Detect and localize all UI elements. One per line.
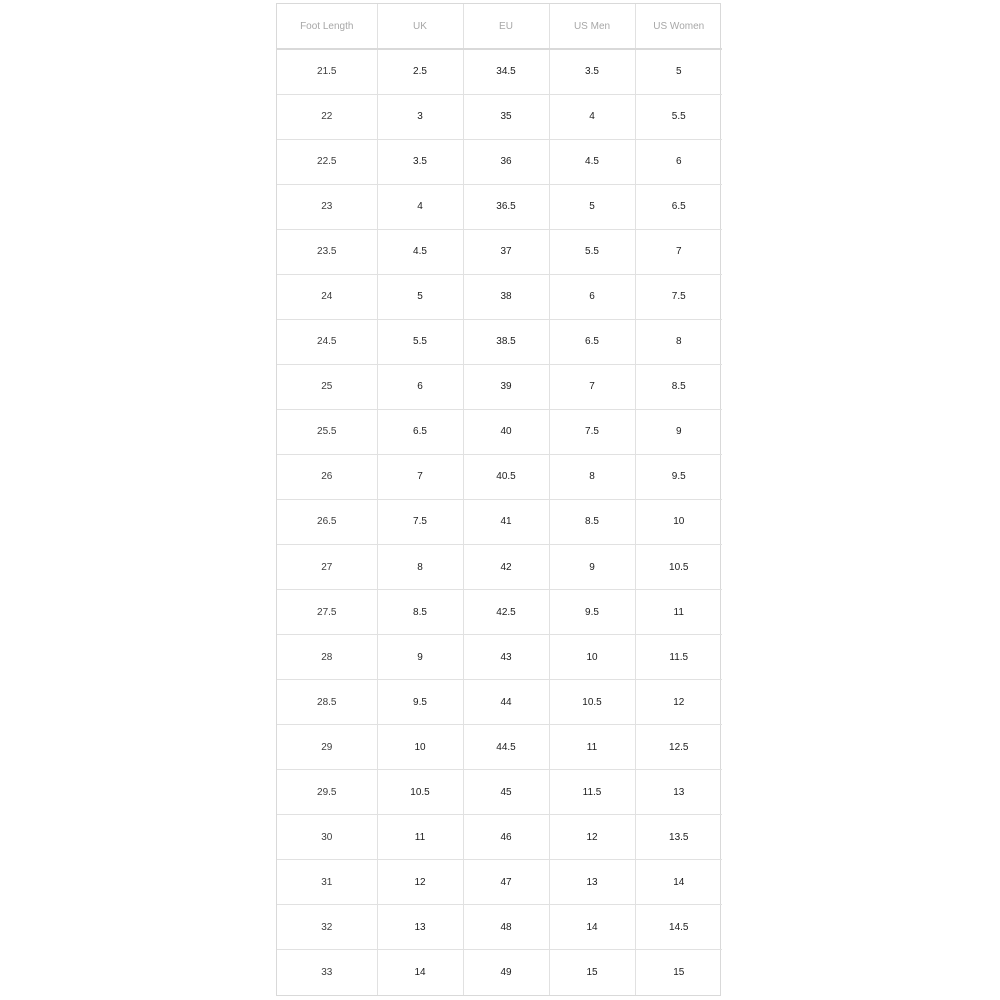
us-women-cell: 13 <box>635 770 722 815</box>
us-women-cell: 7.5 <box>635 274 722 319</box>
eu-cell: 44 <box>463 680 549 725</box>
uk-cell: 7 <box>377 454 463 499</box>
eu-cell: 40 <box>463 409 549 454</box>
table-row <box>277 950 722 995</box>
header-foot-length: Foot Length <box>277 4 377 49</box>
eu-cell: 46 <box>463 815 549 860</box>
header-us-men: US Men <box>549 4 635 49</box>
table-row <box>277 94 722 139</box>
us-women-cell: 7 <box>635 229 722 274</box>
us-women-cell: 5.5 <box>635 94 722 139</box>
foot-length-cell: 24.5 <box>277 319 377 364</box>
us-women-cell: 14.5 <box>635 905 722 950</box>
foot-length-cell: 21.5 <box>277 49 377 94</box>
header-row <box>277 4 722 49</box>
us-men-cell: 9 <box>549 545 635 590</box>
table-row <box>277 184 722 229</box>
us-men-cell: 5.5 <box>549 229 635 274</box>
eu-cell: 39 <box>463 364 549 409</box>
foot-length-cell: 27.5 <box>277 590 377 635</box>
eu-cell: 49 <box>463 950 549 995</box>
eu-cell: 42.5 <box>463 590 549 635</box>
table-row <box>277 499 722 544</box>
header-us-women: US Women <box>635 4 722 49</box>
us-women-cell: 6.5 <box>635 184 722 229</box>
uk-cell: 14 <box>377 950 463 995</box>
uk-cell: 11 <box>377 815 463 860</box>
us-men-cell: 4 <box>549 94 635 139</box>
foot-length-cell: 29 <box>277 725 377 770</box>
us-women-cell: 13.5 <box>635 815 722 860</box>
foot-length-cell: 32 <box>277 905 377 950</box>
us-men-cell: 14 <box>549 905 635 950</box>
uk-cell: 10.5 <box>377 770 463 815</box>
us-men-cell: 13 <box>549 860 635 905</box>
us-men-cell: 10.5 <box>549 680 635 725</box>
uk-cell: 7.5 <box>377 499 463 544</box>
table-row <box>277 635 722 680</box>
table-row <box>277 49 722 94</box>
uk-cell: 2.5 <box>377 49 463 94</box>
eu-cell: 36.5 <box>463 184 549 229</box>
table-row <box>277 364 722 409</box>
us-women-cell: 9.5 <box>635 454 722 499</box>
foot-length-cell: 27 <box>277 545 377 590</box>
foot-length-cell: 26 <box>277 454 377 499</box>
eu-cell: 47 <box>463 860 549 905</box>
table-row <box>277 860 722 905</box>
eu-cell: 38.5 <box>463 319 549 364</box>
uk-cell: 12 <box>377 860 463 905</box>
eu-cell: 34.5 <box>463 49 549 94</box>
foot-length-cell: 23 <box>277 184 377 229</box>
us-men-cell: 5 <box>549 184 635 229</box>
eu-cell: 48 <box>463 905 549 950</box>
eu-cell: 43 <box>463 635 549 680</box>
us-women-cell: 9 <box>635 409 722 454</box>
us-men-cell: 9.5 <box>549 590 635 635</box>
table-row <box>277 139 722 184</box>
eu-cell: 44.5 <box>463 725 549 770</box>
us-men-cell: 3.5 <box>549 49 635 94</box>
foot-length-cell: 25 <box>277 364 377 409</box>
uk-cell: 6 <box>377 364 463 409</box>
us-men-cell: 6.5 <box>549 319 635 364</box>
uk-cell: 10 <box>377 725 463 770</box>
foot-length-cell: 33 <box>277 950 377 995</box>
us-men-cell: 7 <box>549 364 635 409</box>
eu-cell: 35 <box>463 94 549 139</box>
eu-cell: 37 <box>463 229 549 274</box>
eu-cell: 41 <box>463 499 549 544</box>
foot-length-cell: 22.5 <box>277 139 377 184</box>
us-men-cell: 7.5 <box>549 409 635 454</box>
table-row <box>277 409 722 454</box>
foot-length-cell: 26.5 <box>277 499 377 544</box>
us-men-cell: 8.5 <box>549 499 635 544</box>
uk-cell: 4.5 <box>377 229 463 274</box>
size-chart-body <box>277 49 722 995</box>
eu-cell: 38 <box>463 274 549 319</box>
size-chart <box>276 3 721 996</box>
uk-cell: 4 <box>377 184 463 229</box>
uk-cell: 3 <box>377 94 463 139</box>
table-row <box>277 680 722 725</box>
table-row <box>277 905 722 950</box>
table-row <box>277 770 722 815</box>
us-women-cell: 14 <box>635 860 722 905</box>
us-women-cell: 8.5 <box>635 364 722 409</box>
size-chart-table <box>277 4 722 995</box>
foot-length-cell: 29.5 <box>277 770 377 815</box>
uk-cell: 8.5 <box>377 590 463 635</box>
foot-length-cell: 28 <box>277 635 377 680</box>
table-row <box>277 590 722 635</box>
us-women-cell: 15 <box>673 967 685 979</box>
us-men-cell: 11 <box>549 725 635 770</box>
us-men-cell: 10 <box>549 635 635 680</box>
header-uk: UK <box>377 4 463 49</box>
table-row <box>277 454 722 499</box>
us-men-cell: 12 <box>549 815 635 860</box>
foot-length-cell: 30 <box>277 815 377 860</box>
eu-cell: 45 <box>463 770 549 815</box>
us-women-cell: 6 <box>635 139 722 184</box>
us-women-cell: 11.5 <box>635 635 722 680</box>
uk-cell: 5.5 <box>377 319 463 364</box>
us-men-cell: 11.5 <box>549 770 635 815</box>
table-row <box>277 815 722 860</box>
us-women-cell: 10 <box>635 499 722 544</box>
eu-cell: 42 <box>463 545 549 590</box>
table-row <box>277 274 722 319</box>
table-row <box>277 725 722 770</box>
table-row <box>277 545 722 590</box>
size-chart-header <box>277 4 722 49</box>
table-row <box>277 319 722 364</box>
foot-length-cell: 28.5 <box>277 680 377 725</box>
uk-cell: 5 <box>377 274 463 319</box>
uk-cell: 8 <box>377 545 463 590</box>
uk-cell: 9.5 <box>377 680 463 725</box>
table-row <box>277 229 722 274</box>
us-men-cell: 6 <box>549 274 635 319</box>
us-men-cell: 4.5 <box>549 139 635 184</box>
us-women-cell: 5 <box>635 49 722 94</box>
eu-cell: 36 <box>463 139 549 184</box>
uk-cell: 9 <box>377 635 463 680</box>
foot-length-cell: 23.5 <box>277 229 377 274</box>
foot-length-cell: 22 <box>277 94 377 139</box>
foot-length-cell: 24 <box>277 274 377 319</box>
uk-cell: 6.5 <box>377 409 463 454</box>
us-women-cell: 10.5 <box>635 545 722 590</box>
us-women-cell: 11 <box>635 590 722 635</box>
us-women-cell: 12 <box>635 680 722 725</box>
foot-length-cell: 25.5 <box>277 409 377 454</box>
foot-length-cell: 31 <box>277 860 377 905</box>
us-men-cell: 15 <box>549 950 635 995</box>
eu-cell: 40.5 <box>463 454 549 499</box>
uk-cell: 13 <box>377 905 463 950</box>
uk-cell: 3.5 <box>377 139 463 184</box>
header-eu: EU <box>463 4 549 49</box>
us-men-cell: 8 <box>549 454 635 499</box>
us-women-cell: 8 <box>635 319 722 364</box>
us-women-cell: 12.5 <box>635 725 722 770</box>
